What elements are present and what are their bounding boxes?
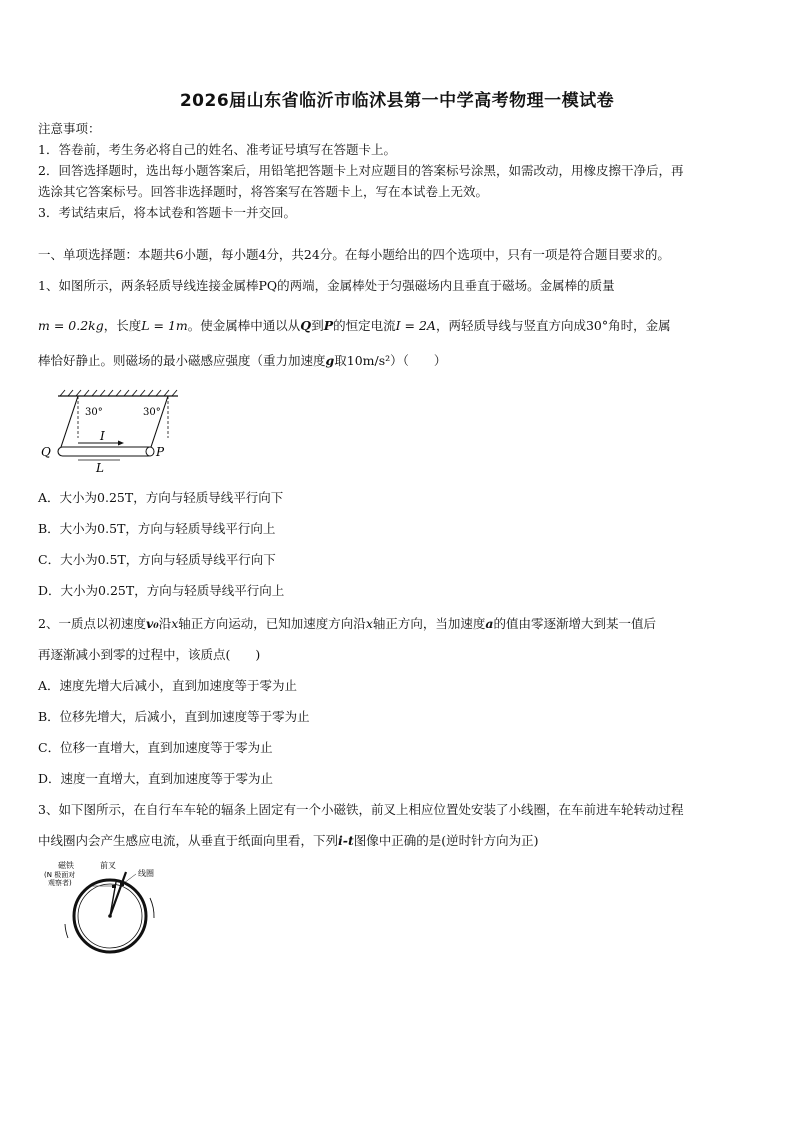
question-2-stem-line2: 再逐渐减小到零的过程中，该质点( ): [38, 647, 261, 662]
current-arrowhead: [118, 441, 124, 446]
notice-item: 1．答卷前，考生务必将自己的姓名、准考证号填写在答题卡上。: [38, 142, 396, 157]
initial-velocity-symbol: v₀: [145, 616, 159, 631]
length-expression: L = 1m: [141, 318, 188, 333]
it-graph-symbol: i-t: [338, 833, 354, 848]
fork-label: 前叉: [100, 861, 116, 870]
text-fragment: 棒恰好静止。则磁场的最小磁感应强度（重力加速度: [38, 353, 326, 368]
rod-end: [146, 447, 154, 456]
ceiling-hatch: [60, 390, 177, 396]
text-fragment: 。使金属棒中通以从: [187, 318, 301, 333]
gravity-symbol: g: [325, 353, 335, 368]
coil: [120, 882, 124, 886]
magnet-label: 磁铁: [58, 861, 74, 870]
acceleration-symbol: a: [485, 616, 494, 631]
page-title: 2026届山东省临沂市临沭县第一中学高考物理一模试卷: [179, 91, 615, 111]
option-b: B．位移先增大，后减小，直到加速度等于零为止: [38, 709, 310, 724]
current-expression: I = 2A: [395, 318, 436, 333]
x-axis-symbol: x: [365, 616, 373, 631]
current-label: I: [100, 429, 105, 443]
question-3-figure: [38, 858, 178, 958]
point-p-label: P: [156, 445, 165, 459]
text-fragment: 角时，金属: [608, 318, 671, 333]
question-2-stem: [38, 616, 760, 632]
text-fragment: ，两轻质导线与竖直方向成: [435, 318, 586, 333]
point-q: Q: [300, 318, 312, 333]
text-fragment: 到: [311, 318, 324, 333]
metal-rod: [58, 447, 153, 456]
magnet-note: (N 极面对: [44, 871, 76, 879]
question-1-stem-line2: [38, 318, 760, 334]
mass-expression: m = 0.2kg: [38, 318, 104, 333]
notice-item: 2．回答选择题时，选出每小题答案后，用铅笔把答题卡上对应题目的答案标号涂黑，如需改动，用橡皮擦干净后，再: [38, 163, 684, 178]
question-3-stem: 3、如下图所示，在自行车车轮的辐条上固定有一个小磁铁，前叉上相应位置处安装了小线圈，在车前进车轮转动过程: [38, 802, 684, 817]
option-c: C．大小为0.5T，方向与轻质导线平行向下: [38, 552, 276, 567]
length-label: L: [96, 461, 104, 475]
text-fragment: 的值由零逐渐增大到某一值后: [493, 616, 657, 631]
coil-label: 线圈: [138, 869, 154, 878]
text-fragment: 取10m/s²）（ ）: [334, 353, 447, 368]
question-1-stem-line3: [38, 353, 760, 369]
angle-expression: 30°: [585, 318, 609, 333]
x-axis-symbol: x: [171, 616, 179, 631]
option-a: A．大小为0.25T，方向与轻质导线平行向下: [38, 490, 284, 505]
text-fragment: 中线圈内会产生感应电流，从垂直于纸面向里看，下列: [38, 833, 339, 848]
angle-label-right: 30°: [143, 407, 161, 418]
wheel-hub: [108, 914, 112, 918]
magnet: [112, 885, 116, 888]
notice-item: 选涂其它答案标号。回答非选择题时，将答案写在答题卡上，写在本试卷上无效。: [38, 184, 489, 199]
text-fragment: 的恒定电流: [333, 318, 396, 333]
text-fragment: ，长度: [103, 318, 142, 333]
notice-item: 3．考试结束后，将本试卷和答题卡一并交回。: [38, 205, 296, 220]
rotation-arrow-icon: [150, 898, 154, 918]
option-b: B．大小为0.5T，方向与轻质导线平行向上: [38, 521, 276, 536]
rotation-arrow-icon: [65, 924, 68, 938]
section-heading: 一、单项选择题：本题共6小题，每小题4分，共24分。在每小题给出的四个选项中，只有一项是符合题目要求的。: [38, 247, 670, 262]
option-c: C．位移一直增大，直到加速度等于零为止: [38, 740, 273, 755]
option-d: D．大小为0.25T，方向与轻质导线平行向上: [38, 583, 285, 598]
text-fragment: 2、一质点以初速度: [38, 616, 146, 631]
wire-left: [60, 396, 78, 450]
text-fragment: 沿: [158, 616, 172, 631]
notice-heading: 注意事项：: [38, 121, 101, 136]
text-fragment: 轴正方向，当加速度: [372, 616, 486, 631]
question-1-figure: [38, 388, 188, 480]
point-p: P: [323, 318, 334, 333]
point-q-label: Q: [41, 445, 51, 459]
option-a: A．速度先增大后减小，直到加速度等于零为止: [38, 678, 298, 693]
angle-label-left: 30°: [85, 407, 103, 418]
text-fragment: 图像中正确的是(逆时针方向为正): [353, 833, 539, 848]
question-1-stem: 1、如图所示，两条轻质导线连接金属棒PQ的两端，金属棒处于匀强磁场内且垂直于磁场。金属棒的质量: [38, 278, 615, 293]
text-fragment: 轴正方向运动，已知加速度方向沿: [178, 616, 366, 631]
magnet-note: 观察者): [48, 879, 72, 887]
question-3-stem-line2: [38, 833, 760, 849]
option-d: D．速度一直增大，直到加速度等于零为止: [38, 771, 274, 786]
wire-right: [150, 396, 168, 450]
